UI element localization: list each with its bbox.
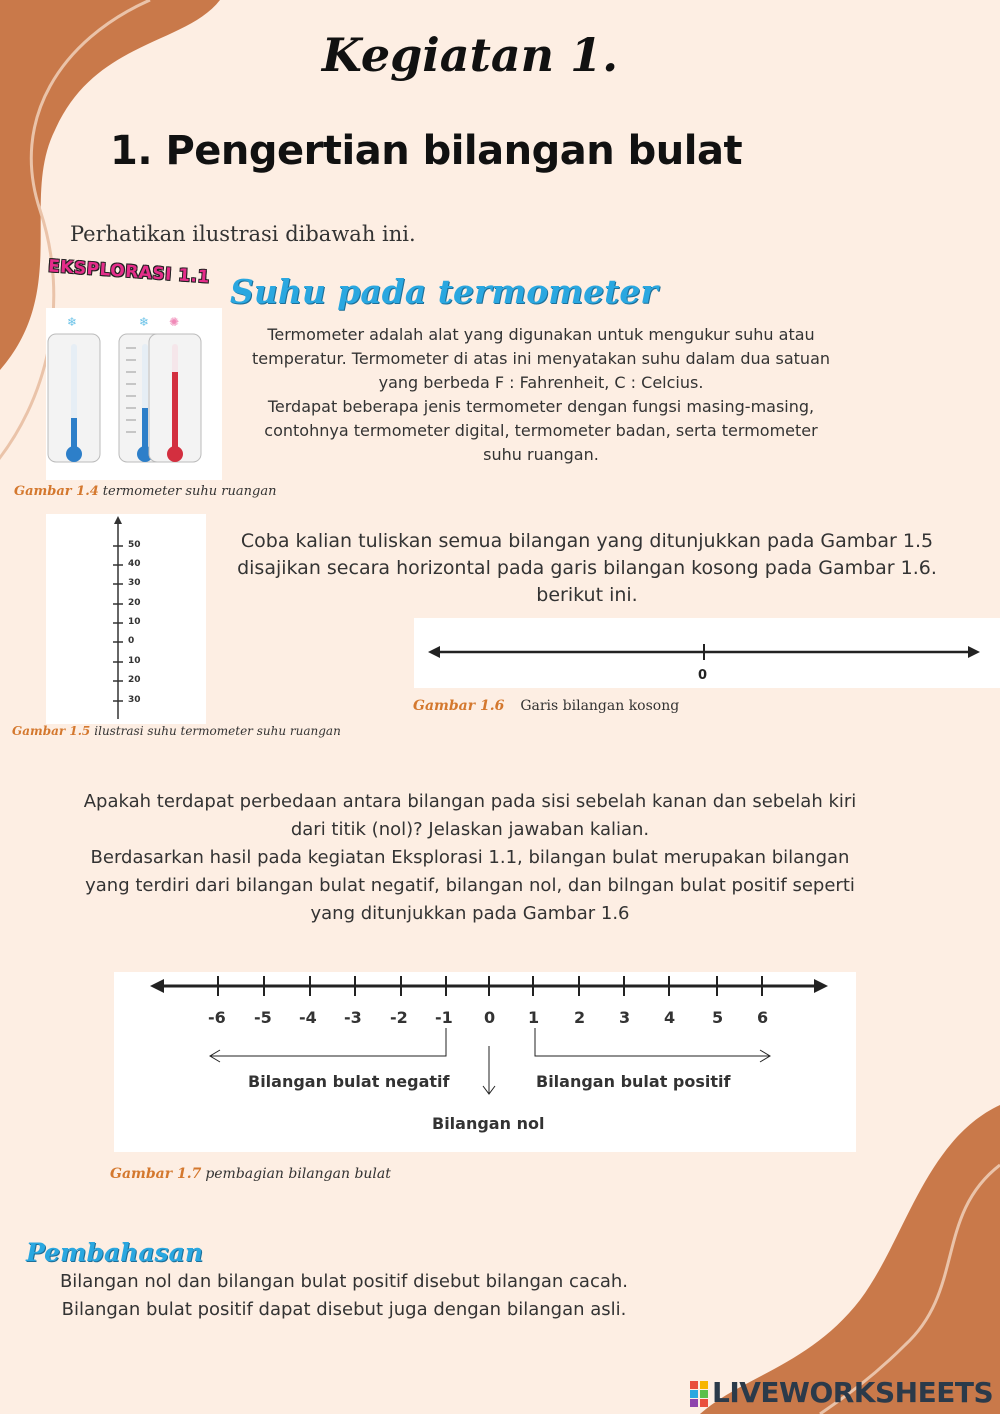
scale-tick-label: 10 [128,656,141,666]
scale-tick-label: 20 [128,675,141,685]
thermometer-image [46,308,222,480]
section-heading: 1. Pengertian bilangan bulat [110,128,743,174]
description-line: Termometer adalah alat yang digunakan untuk mengukur suhu atau [267,325,815,344]
figure-1-5-label: Gambar 1.5 [12,724,91,738]
figure-1-6-caption [413,698,679,714]
thermometer-icon [46,308,222,480]
brand-text: LIVEWORKSHEETS [712,1376,994,1409]
scale-tick-label: 30 [128,695,141,705]
integer-tick-label: 6 [757,1008,769,1027]
scale-tick-label: 0 [128,636,135,646]
integer-tick-label: 4 [664,1008,676,1027]
liveworksheets-logo[interactable] [690,1376,993,1409]
discussion-line: Apakah terdapat perbedaan antara bilangan pada sisi sebelah kanan dan sebelah kiri [83,791,857,812]
svg-text:✺: ✺ [168,315,180,329]
intro-text: Perhatikan ilustrasi dibawah ini. [70,222,416,246]
discussion-line: yang ditunjukkan pada Gambar 1.6 [310,903,630,924]
figure-1-4-caption [14,484,276,499]
instruction-line: berikut ini. [536,584,638,606]
vertical-number-line [46,514,206,724]
discussion-text [30,788,910,928]
discussion-line: yang terdiri dari bilangan bulat negatif, bilangan nol, dan bilngan bulat positif seperti [85,875,855,896]
integer-tick-label: -3 [344,1008,362,1027]
pembahasan-text [24,1268,664,1324]
integer-number-line-figure [114,972,856,1152]
empty-number-line-figure [414,618,1000,688]
scale-tick-label: 50 [128,540,141,550]
figure-1-4-text: termometer suhu ruangan [102,484,277,499]
scale-tick-label: 40 [128,559,141,569]
thermometer-description [228,323,854,467]
integer-tick-label: -1 [435,1008,453,1027]
integer-tick-label: 2 [574,1008,586,1027]
page-title: Kegiatan 1. [321,28,619,82]
integer-tick-label: -6 [208,1008,226,1027]
integer-tick-label: -4 [299,1008,317,1027]
discussion-line: Berdasarkan hasil pada kegiatan Eksplorasi 1.1, bilangan bulat merupakan bilangan [90,847,850,868]
figure-1-7-label: Gambar 1.7 [110,1166,202,1182]
liveworksheets-icon [690,1381,708,1407]
pembahasan-line: Bilangan nol dan bilangan bulat positif disebut bilangan cacah. [59,1271,629,1292]
instruction-line: Coba kalian tuliskan semua bilangan yang ditunjukkan pada Gambar 1.5 [240,530,934,552]
integer-tick-label: -2 [390,1008,408,1027]
exploration-badge: EKSPLORASI 1.1 [47,256,211,288]
scale-tick-label: 10 [128,617,141,627]
discussion-line: dari titik (nol)? Jelaskan jawaban kalian. [290,819,650,840]
figure-1-6-label: Gambar 1.6 [413,698,505,714]
integer-tick-label: 5 [712,1008,724,1027]
negative-integer-label: Bilangan bulat negatif [248,1072,450,1091]
svg-text:❄: ❄ [138,315,150,329]
integer-tick-label: -5 [254,1008,272,1027]
positive-integer-label: Bilangan bulat positif [536,1072,731,1091]
svg-text:❄: ❄ [66,315,78,329]
figure-1-7-caption [110,1166,391,1182]
figure-1-6-text: Garis bilangan kosong [520,698,680,714]
vertical-scale-figure [46,514,206,724]
instruction-line: disajikan secara horizontal pada garis bilangan kosong pada Gambar 1.6. [237,557,937,579]
scale-tick-label: 20 [128,598,141,608]
integer-tick-label: 1 [528,1008,540,1027]
figure-1-5-caption [12,724,341,738]
zero-integer-label: Bilangan nol [432,1114,545,1133]
integer-tick-label: 0 [484,1008,496,1027]
zero-label: 0 [698,668,708,683]
pembahasan-title: Pembahasan [26,1238,203,1267]
scale-tick-label: 30 [128,578,141,588]
description-line: temperatur. Termometer di atas ini menyatakan suhu dalam dua satuan [251,349,831,368]
figure-1-5-text: ilustrasi suhu termometer suhu ruangan [94,724,341,738]
pembahasan-line: Bilangan bulat positif dapat disebut juga dengan bilangan asli. [61,1299,627,1320]
figure-1-4-label: Gambar 1.4 [14,484,99,499]
exploration-subtitle: Suhu pada termometer [230,272,658,311]
description-line: suhu ruangan. [483,445,599,464]
figure-1-7-text: pembagian bilangan bulat [205,1166,391,1182]
description-line: contohnya termometer digital, termometer badan, serta termometer [264,421,818,440]
description-line: Terdapat beberapa jenis termometer dengan fungsi masing-masing, [267,397,815,416]
instruction-text [222,528,952,609]
description-line: yang berbeda F : Fahrenheit, C : Celcius. [378,373,704,392]
integer-tick-label: 3 [619,1008,631,1027]
